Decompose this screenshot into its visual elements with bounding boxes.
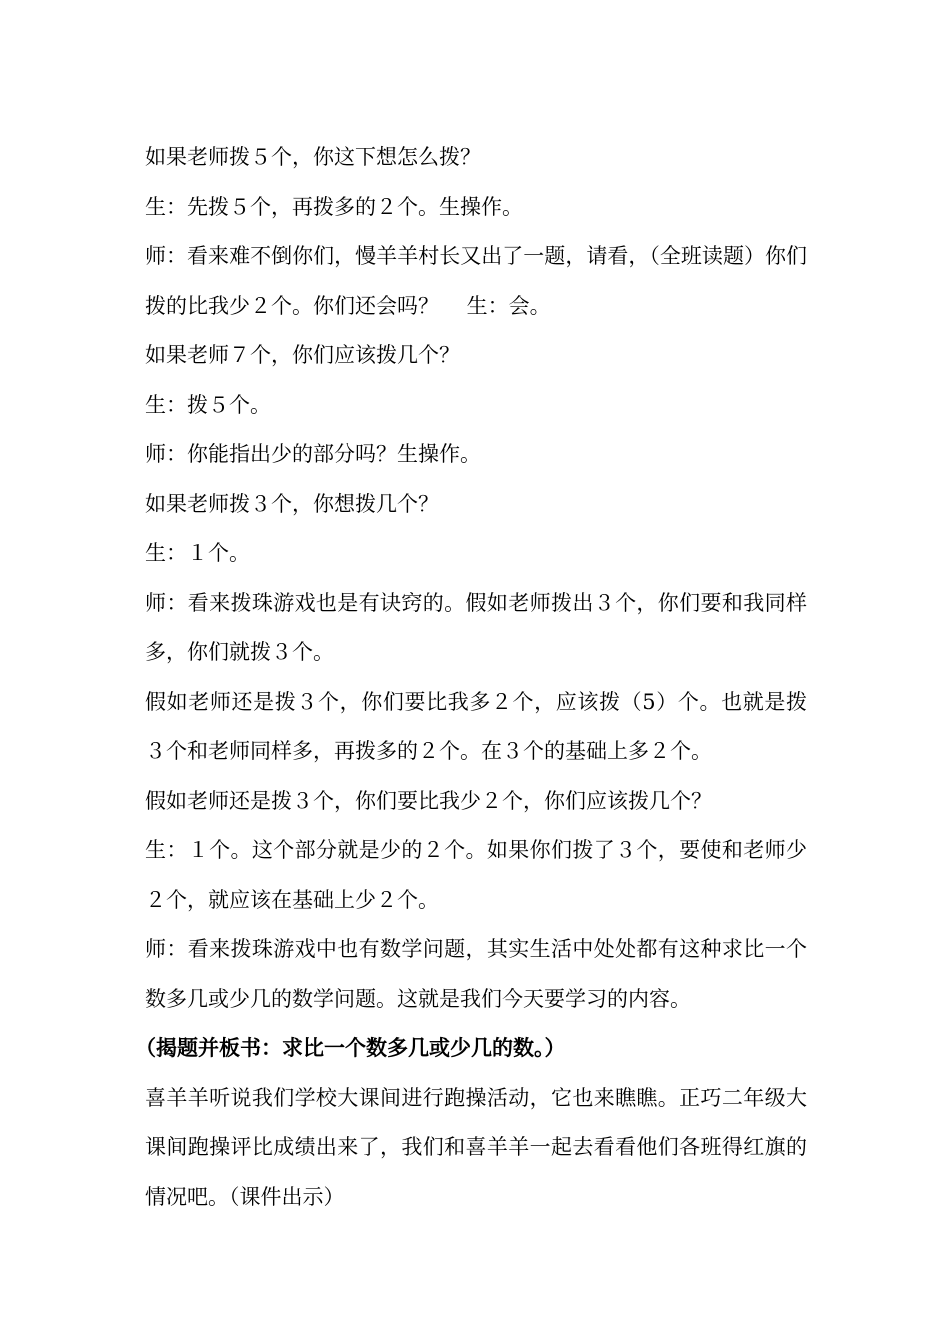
paragraph-2: 生：先拨５个，再拨多的２个。生操作。 (145, 194, 523, 219)
paragraph-8: 生：１个。 (145, 541, 250, 565)
paragraph-11: 假如老师还是拨３个，你们要比我少２个，你们应该拨几个？ (145, 788, 712, 813)
board-heading: （揭题并板书：求比一个数多几或少几的数。） (135, 1036, 566, 1060)
paragraph-4: 如果老师７个，你们应该拨几个？ (145, 343, 460, 367)
paragraph-12: 生：１个。这个部分就是少的２个。如果你们拨了３个，要使和老师少２个，就应该在基础上少２个。 (145, 838, 807, 912)
paragraph-3: 师：看来难不倒你们，慢羊羊村长又出了一题，请看，（全班读题）你们拨的比我少２个。你们还会吗？ 生：会。 (145, 244, 807, 318)
paragraph-9: 师：看来拨珠游戏也是有诀窍的。假如老师拨出３个，你们要和我同样多，你们就拨３个。 (145, 590, 807, 664)
paragraph-5: 生：拨５个。 (145, 392, 271, 417)
document-body (135, 133, 807, 1222)
paragraph-7: 如果老师拨３个，你想拨几个？ (145, 491, 439, 516)
paragraph-10: 假如老师还是拨３个，你们要比我多２个，应该拨（5）个。也就是拨３个和老师同样多，再拨多的２个。在３个的基础上多２个。 (145, 689, 807, 763)
paragraph-13: 师：看来拨珠游戏中也有数学问题，其实生活中处处都有这种求比一个数多几或少几的数学问题。这就是我们今天要学习的内容。 (145, 937, 807, 1011)
paragraph-15: 喜羊羊听说我们学校大课间进行跑操活动，它也来瞧瞧。正巧二年级大课间跑操评比成绩出来了，我们和喜羊羊一起去看看他们各班得红旗的情况吧。（课件出示） (145, 1085, 807, 1209)
paragraph-6: 师：你能指出少的部分吗？生操作。 (145, 442, 481, 466)
paragraph-1: 如果老师拨５个，你这下想怎么拨？ (145, 145, 481, 169)
